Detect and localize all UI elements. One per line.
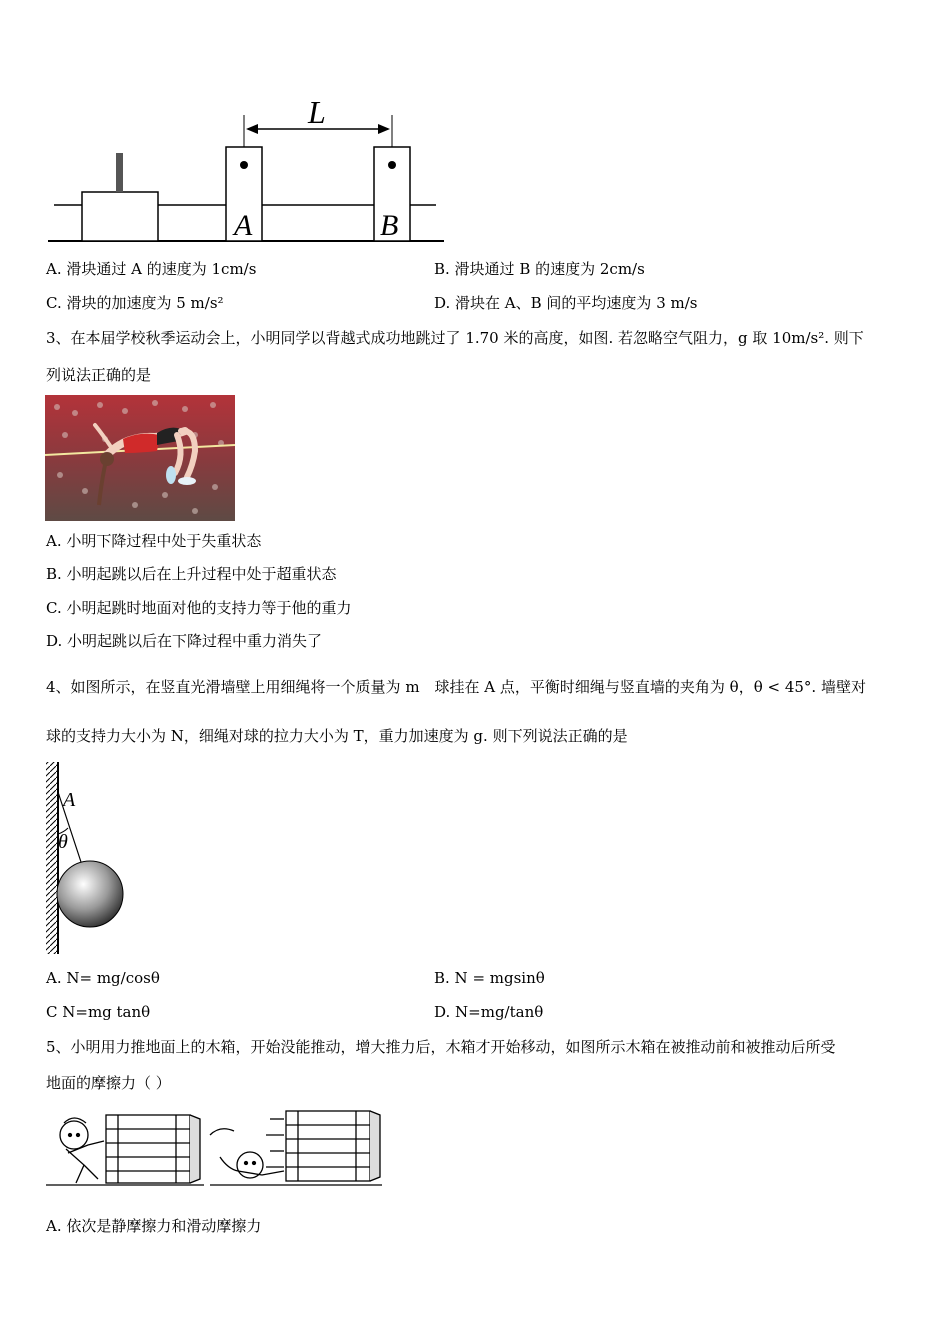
q2-option-b: B. 滑块通过 B 的速度为 2cm/s <box>434 260 645 278</box>
q4-option-b: B. N = mgsinθ <box>434 969 545 987</box>
q4-stem-line1: 4、如图所示，在竖直光滑墙壁上用细绳将一个质量为 m 球挂在 A 点，平衡时细绳与竖直墙的夹角为 θ，θ < 45°. 墙壁对 <box>46 678 866 696</box>
slider-gates-figure <box>44 95 454 250</box>
pushing-box-cartoon <box>44 1105 384 1190</box>
q2-option-a: A. 滑块通过 A 的速度为 1cm/s <box>46 260 257 278</box>
q2-option-c: C. 滑块的加速度为 5 m/s² <box>46 294 224 312</box>
q3-option-c: C. 小明起跳时地面对他的支持力等于他的重力 <box>46 599 352 617</box>
q2-option-d: D. 滑块在 A、B 间的平均速度为 3 m/s <box>434 294 698 312</box>
label-A: A <box>63 789 76 811</box>
label-B: B <box>380 209 399 242</box>
q3-stem-line2: 列说法正确的是 <box>46 366 152 384</box>
q4-option-d: D. N=mg/tanθ <box>434 1003 544 1021</box>
high-jump-photo <box>45 395 235 521</box>
q5-stem-line1: 5、小明用力推地面上的木箱，开始没能推动，增大推力后，木箱才开始移动，如图所示木箱在被推动前和被推动后所受 <box>46 1038 836 1056</box>
q4-stem-line2: 球的支持力大小为 N，细绳对球的拉力大小为 T，重力加速度为 g. 则下列说法正确的是 <box>46 727 628 745</box>
label-A: A <box>234 209 253 242</box>
q5-stem-line2: 地面的摩擦力（ ） <box>46 1074 171 1092</box>
q3-stem-line1: 3、在本届学校秋季运动会上，小明同学以背越式成功地跳过了 1.70 米的高度，如图. 若忽略空气阻力，g 取 10m/s². 则下 <box>46 329 864 347</box>
wall-ball-figure <box>44 760 134 956</box>
q3-option-d: D. 小明起跳以后在下降过程中重力消失了 <box>46 632 323 650</box>
label-theta: θ <box>58 831 68 853</box>
q5-option-a: A. 依次是静摩擦力和滑动摩擦力 <box>46 1217 262 1235</box>
q4-option-c: C N=mg tanθ <box>46 1003 151 1021</box>
q3-option-b: B. 小明起跳以后在上升过程中处于超重状态 <box>46 565 337 583</box>
q4-option-a: A. N= mg/cosθ <box>46 969 160 987</box>
q3-option-a: A. 小明下降过程中处于失重状态 <box>46 532 262 550</box>
label-L: L <box>308 95 326 130</box>
